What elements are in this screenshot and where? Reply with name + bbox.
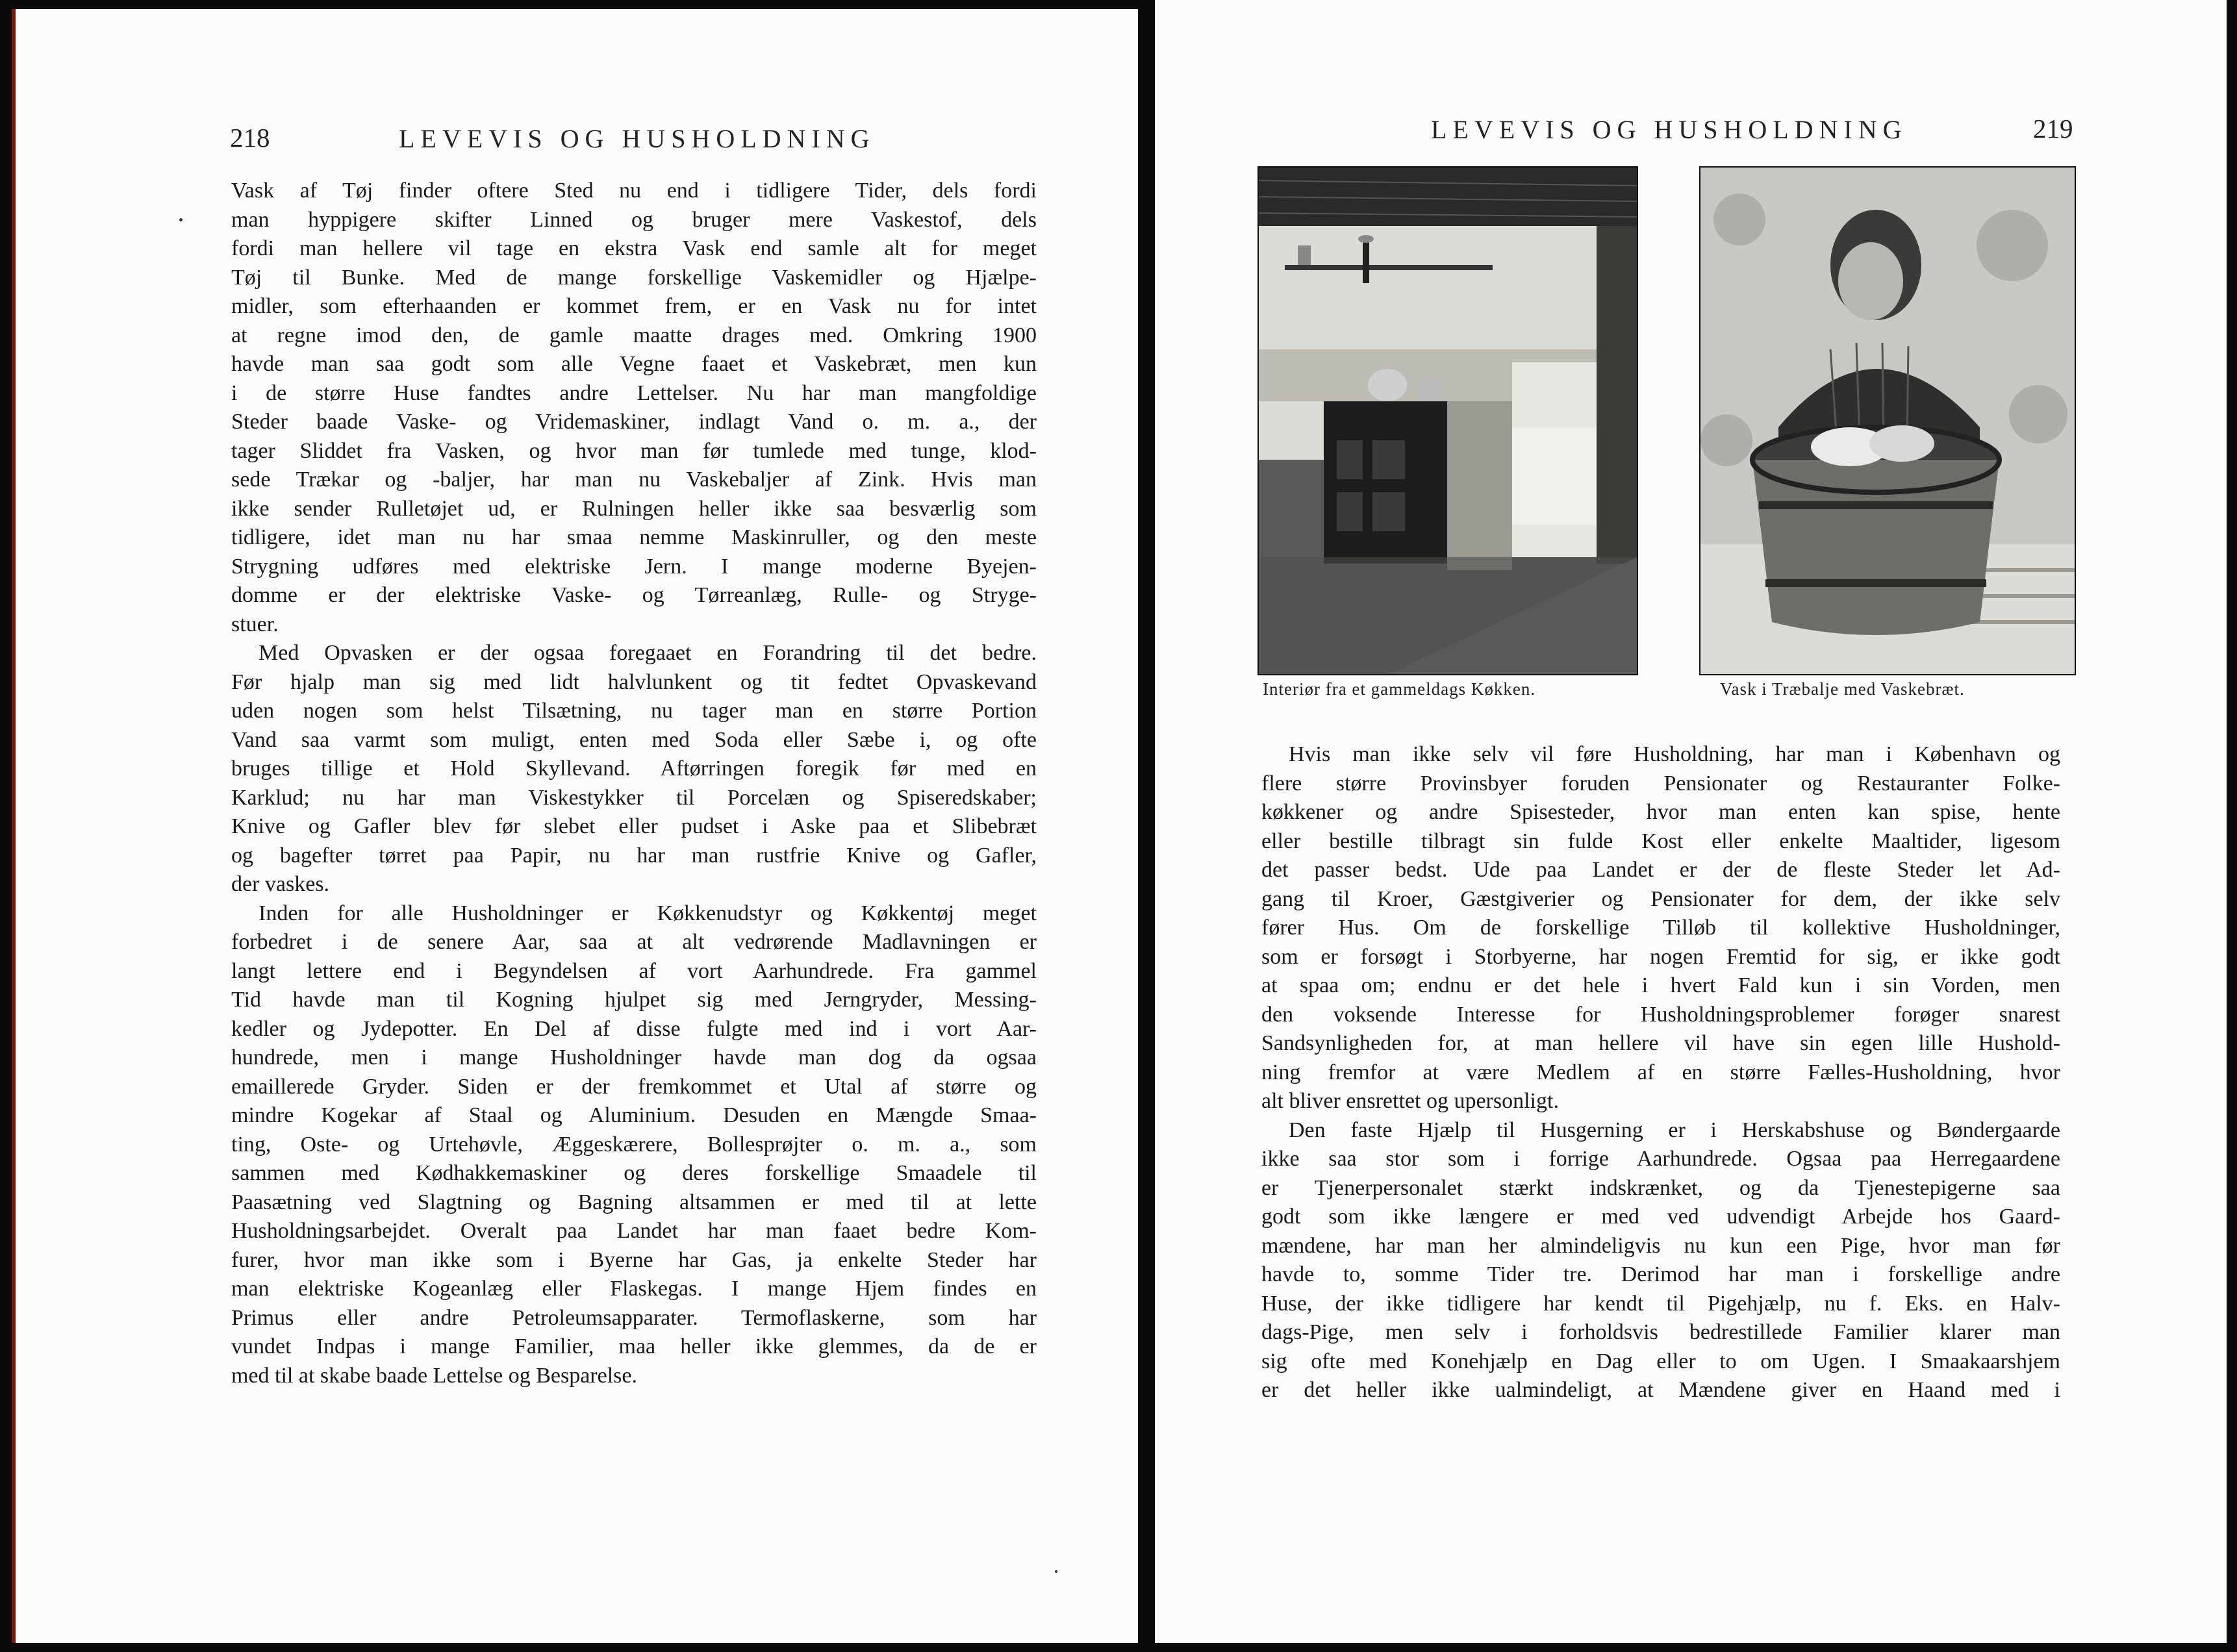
left-page <box>12 9 1138 1643</box>
text-line: Med Opvasken er der ogsaa foregaaet en Forandring til det bedre. <box>259 641 1037 665</box>
kitchen-illustration <box>1259 168 1637 674</box>
text-line: furer, hvor man ikke som i Byerne har Gas, ja enkelte Steder har <box>231 1247 1037 1272</box>
text-line: tager Sliddet fra Vasken, og hvor man før tumlede med tunge, klod- <box>231 438 1037 463</box>
washtub-photo <box>1699 166 2076 675</box>
text-line: langt lettere end i Begyndelsen af vort Aarhundrede. Fra gammel <box>231 958 1037 983</box>
text-line: at spaa om; endnu er det hele i hvert Fald kun i sin Vorden, men <box>1261 973 2060 997</box>
page-number: 218 <box>230 123 270 153</box>
body-text <box>1261 740 2060 1405</box>
running-head: LEVEVIS OG HUSHOLDNING <box>399 124 876 153</box>
text-line: man hyppigere skifter Linned og bruger mere Vaskestof, dels <box>231 207 1037 232</box>
text-line: forbedret i de senere Aar, saa at alt vedrørende Madlavningen er <box>231 930 1037 954</box>
washtub-illustration <box>1700 168 2075 674</box>
kitchen-photo <box>1258 166 1638 675</box>
text-line: og bagefter tørret paa Papir, nu har man rustfrie Knive og Gafler, <box>231 843 1037 868</box>
text-line: kedler og Jydepotter. En Del af disse fulgte med ind i vort Aar- <box>231 1016 1037 1041</box>
text-line: at regne imod den, de gamle maatte drages med. Omkring 1900 <box>231 323 1037 347</box>
text-line: ikke saa stor som i forrige Aarhundrede. Ogsaa paa Herregaardene <box>1261 1147 2060 1171</box>
text-line: mindre Kogekar af Staal og Aluminium. Desuden en Mængde Smaa- <box>231 1103 1037 1127</box>
text-line: man elektriske Kogeanlæg eller Flaskegas. I mange Hjem findes en <box>231 1277 1037 1301</box>
text-line: Inden for alle Husholdninger er Køkkenudstyr og Køkkentøj meget <box>259 901 1037 925</box>
text-line: fordi man hellere vil tage en ekstra Vask end samle alt for meget <box>231 236 1037 260</box>
text-line: med til at skabe baade Lettelse og Besparelse. <box>231 1363 637 1388</box>
text-line: der vaskes. <box>231 872 330 896</box>
text-line: alt bliver ensrettet og upersonligt. <box>1261 1089 1559 1113</box>
text-line: gang til Kroer, Gæstgiverier og Pensionater for dem, der ikke selv <box>1261 886 2060 911</box>
text-line: Knive og Gafler blev før slebet eller pudset i Aske paa et Slibebræt <box>231 814 1037 838</box>
text-line: Vand saa varmt som muligt, enten med Soda eller Sæbe i, og ofte <box>231 727 1037 752</box>
text-line: midler, som efterhaanden er kommet frem, er en Vask nu for intet <box>231 294 1037 318</box>
text-line: Steder baade Vaske- og Vridemaskiner, indlagt Vand o. m. a., der <box>231 410 1037 434</box>
text-line: Paasætning ved Slagtning og Bagning altsammen er med til at lette <box>231 1190 1037 1214</box>
right-page <box>1155 0 2227 1643</box>
text-line: Tøj til Bunke. Med de mange forskellige Vaskemidler og Hjælpe- <box>231 265 1037 290</box>
running-head: LEVEVIS OG HUSHOLDNING <box>1431 115 1908 144</box>
text-line: sede Trækar og -baljer, har man nu Vaskebaljer af Zink. Hvis man <box>231 468 1037 492</box>
text-line: Primus eller andre Petroleumsapparater. Termoflaskerne, som har <box>231 1305 1037 1330</box>
text-line: vundet Indpas i mange Familier, maa heller ikke glemmes, da de er <box>231 1334 1037 1358</box>
text-line: flere større Provinsbyer foruden Pensionater og Restauranter Folke- <box>1261 771 2060 795</box>
text-line: tidligere, idet man nu har smaa nemme Maskinruller, og den meste <box>231 525 1037 549</box>
text-line: stuer. <box>231 612 279 636</box>
text-line: Tid havde man til Kogning hjulpet sig med Jerngryder, Messing- <box>231 988 1037 1012</box>
text-line: Huse, der ikke tidligere har kendt til Pigehjælp, nu f. Eks. en Halv- <box>1261 1291 2060 1316</box>
text-line: havde to, somme Tider tre. Derimod har man i forskellige andre <box>1261 1262 2060 1286</box>
text-line: godt som ikke længere er med ved udvendigt Arbejde hos Gaard- <box>1261 1205 2060 1229</box>
text-line: den voksende Interesse for Husholdningsproblemer forøger snarest <box>1261 1002 2060 1027</box>
text-line: ting, Oste- og Urtehøvle, Æggeskærere, Bollesprøjter o. m. a., som <box>231 1132 1037 1157</box>
text-line: domme er der elektriske Vaske- og Tørreanlæg, Rulle- og Stryge- <box>231 583 1037 607</box>
text-line: sig ofte med Konehjælp en Dag eller to om Ugen. I Smaakaarshjem <box>1261 1349 2060 1373</box>
text-line: havde man saa godt som alle Vegne faaet et Vaskebræt, men kun <box>231 352 1037 376</box>
text-line: det passer bedst. Ude paa Landet er der de fleste Steder let Ad- <box>1261 858 2060 882</box>
text-line: ikke sender Rulletøjet ud, er Rulningen heller ikke saa besværlig som <box>231 496 1037 521</box>
text-line: køkkener og andre Spisesteder, hvor man enten kan spise, hente <box>1261 800 2060 824</box>
text-line: hundrede, men i mange Husholdninger havde man dog da ogsaa <box>231 1045 1037 1070</box>
text-line: i de større Huse fandtes andre Lettelser. Nu har man mangfoldige <box>231 381 1037 405</box>
text-line: ning fremfor at være Medlem af en større Fælles-Husholdning, hvor <box>1261 1060 2060 1084</box>
page-edge <box>12 9 16 1643</box>
text-line: dags-Pige, men selv i forholdsvis bedrestillede Familier klarer man <box>1261 1320 2060 1344</box>
text-line: emaillerede Gryder. Siden er der fremkommet et Utal af større og <box>231 1074 1037 1099</box>
figure-caption: Vask i Træbalje med Vaskebræt. <box>1720 679 1965 699</box>
text-line: er Tjenerpersonalet stærkt indskrænket, og da Tjenestepigerne saa <box>1261 1175 2060 1200</box>
text-line: Før hjalp man sig med lidt halvlunkent og tit fedtet Opvaskevand <box>231 670 1037 694</box>
text-line: som er forsøgt i Storbyerne, har nogen Fremtid for sig, er ikke godt <box>1261 944 2060 969</box>
text-line: Sandsynligheden for, at man hellere vil have sin egen lille Hushold- <box>1261 1031 2060 1055</box>
page-number: 219 <box>2033 114 2073 144</box>
body-text <box>231 177 1037 1390</box>
text-line: Den faste Hjælp til Husgerning er i Herskabshuse og Bøndergaarde <box>1289 1118 2060 1142</box>
text-line: Vask af Tøj finder oftere Sted nu end i tidligere Tider, dels fordi <box>231 179 1037 203</box>
text-line: er det heller ikke ualmindeligt, at Mændene giver en Haand med i <box>1261 1378 2060 1402</box>
speck <box>179 218 183 221</box>
speck <box>1055 1570 1057 1573</box>
text-line: Husholdningsarbejdet. Overalt paa Landet har man faaet bedre Kom- <box>231 1219 1037 1243</box>
text-line: Hvis man ikke selv vil føre Husholdning, har man i København og <box>1289 742 2060 766</box>
text-line: uden nogen som helst Tilsætning, nu tager man en større Portion <box>231 699 1037 723</box>
text-line: eller bestille tilbragt sin fulde Kost eller enkelte Maaltider, ligesom <box>1261 829 2060 853</box>
text-line: mændene, har man her almindeligvis nu kun een Pige, hvor man før <box>1261 1233 2060 1258</box>
text-line: fører Hus. Om de forskellige Tilløb til kollektive Husholdninger, <box>1261 916 2060 940</box>
text-line: sammen med Kødhakkemaskiner og deres forskellige Smaadele til <box>231 1161 1037 1185</box>
figure-caption: Interiør fra et gammeldags Køkken. <box>1263 679 1536 699</box>
text-line: bruges tillige et Hold Skyllevand. Aftørringen foregik før med en <box>231 757 1037 781</box>
text-line: Karklud; nu har man Viskestykker til Porcelæn og Spiseredskaber; <box>231 785 1037 810</box>
text-line: Strygning udføres med elektriske Jern. I mange moderne Byejen- <box>231 554 1037 579</box>
